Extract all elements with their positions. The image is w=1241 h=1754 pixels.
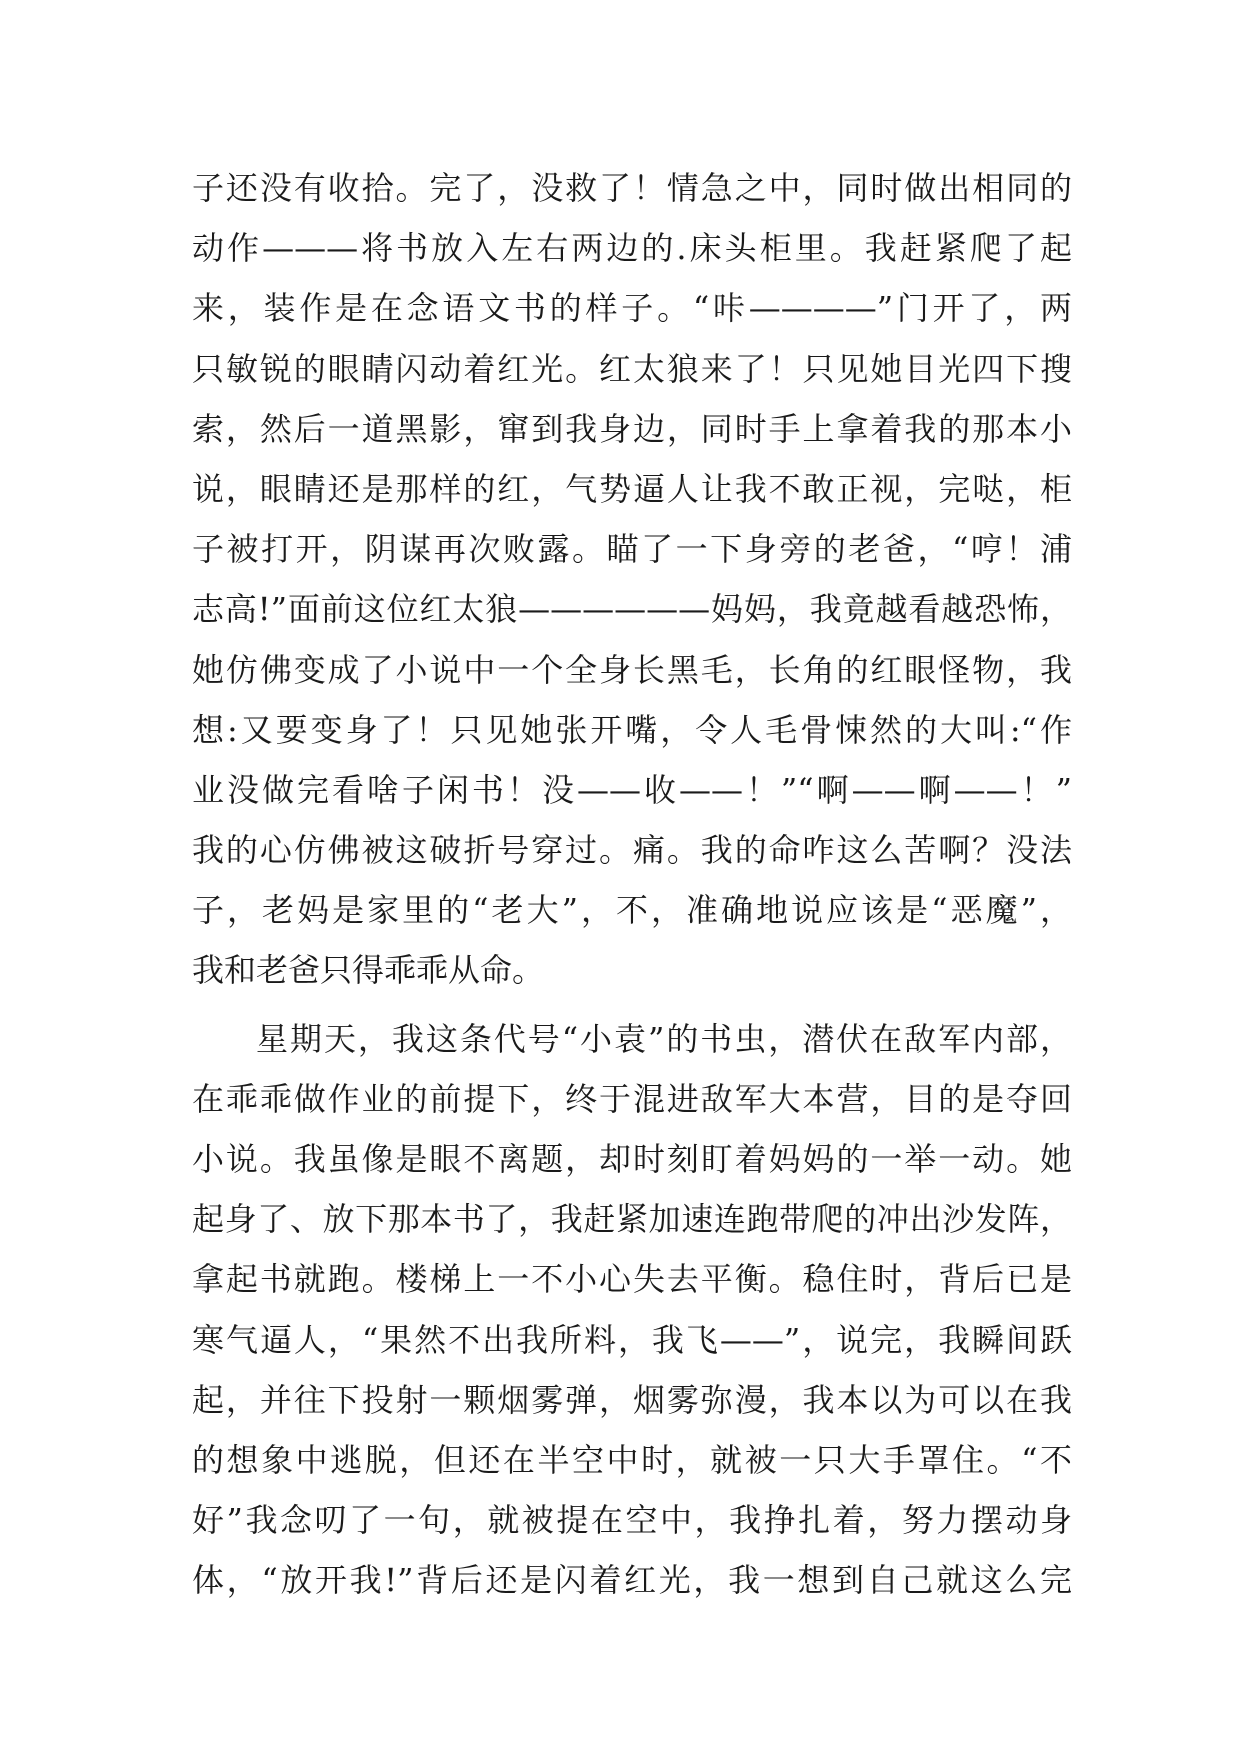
text-line: 志高!”面前这位红太狼——————妈妈，我竟越看越恐怖， [192, 590, 1072, 629]
text-line: 想:又要变身了！只见她张开嘴，令人毛骨悚然的大叫:“作 [192, 710, 1072, 749]
body-text [192, 158, 1072, 1611]
text-line: 索，然后一道黑影，窜到我身边，同时手上拿着我的那本小 [192, 409, 1072, 448]
text-line: 我和老爸只得乖乖从命。 [192, 951, 545, 990]
text-line: 小说。我虽像是眼不离题，却时刻盯着妈妈的一举一动。她 [192, 1140, 1072, 1178]
text-line: 拿起书就跑。楼梯上一不小心失去平衡。稳住时，背后已是 [192, 1260, 1072, 1299]
text-line: 子被打开，阴谋再次败露。瞄了一下身旁的老爸，“哼！浦 [192, 530, 1072, 569]
text-line: 体，“放开我!”背后还是闪着红光，我一想到自己就这么完 [192, 1561, 1072, 1600]
text-line: 说，眼睛还是那样的红，气势逼人让我不敢正视，完哒，柜 [192, 469, 1072, 508]
text-line: 寒气逼人，“果然不出我所料，我飞——”，说完，我瞬间跃 [192, 1320, 1072, 1359]
text-line: 她仿佛变成了小说中一个全身长黑毛，长角的红眼怪物，我 [192, 650, 1072, 689]
text-line: 星期天，我这条代号“小袁”的书虫，潜伏在敌军内部， [256, 1019, 1072, 1058]
text-line: 我的心仿佛被这破折号穿过。痛。我的命咋这么苦啊？没法 [192, 831, 1072, 870]
text-line: 起，并往下投射一颗烟雾弹，烟雾弥漫，我本以为可以在我 [192, 1380, 1072, 1419]
paragraph-1 [192, 158, 1072, 1001]
text-line: 动作———将书放入左右两边的.床头柜里。我赶紧爬了起 [192, 229, 1072, 268]
paragraph-2 [192, 1009, 1072, 1611]
text-line: 好”我念叨了一句，就被提在空中，我挣扎着，努力摆动身 [192, 1501, 1072, 1540]
text-line: 的想象中逃脱，但还在半空中时，就被一只大手罩住。“不 [192, 1440, 1072, 1479]
paragraph-gap [192, 1001, 1072, 1009]
text-line: 起身了、放下那本书了，我赶紧加速连跑带爬的冲出沙发阵， [192, 1200, 1072, 1239]
text-line: 只敏锐的眼睛闪动着红光。红太狼来了！只见她目光四下搜 [192, 349, 1072, 388]
text-line: 子还没有收拾。完了，没救了！情急之中，同时做出相同的 [192, 169, 1072, 207]
text-line: 在乖乖做作业的前提下，终于混进敌军大本营，目的是夺回 [192, 1079, 1072, 1118]
text-line: 业没做完看啥子闲书！没——收——！”“啊——啊——！” [192, 770, 1072, 809]
text-line: 来，装作是在念语文书的样子。“咔————”门开了，两 [192, 289, 1072, 328]
text-line: 子，老妈是家里的“老大”，不，准确地说应该是“恶魔”， [192, 891, 1072, 930]
